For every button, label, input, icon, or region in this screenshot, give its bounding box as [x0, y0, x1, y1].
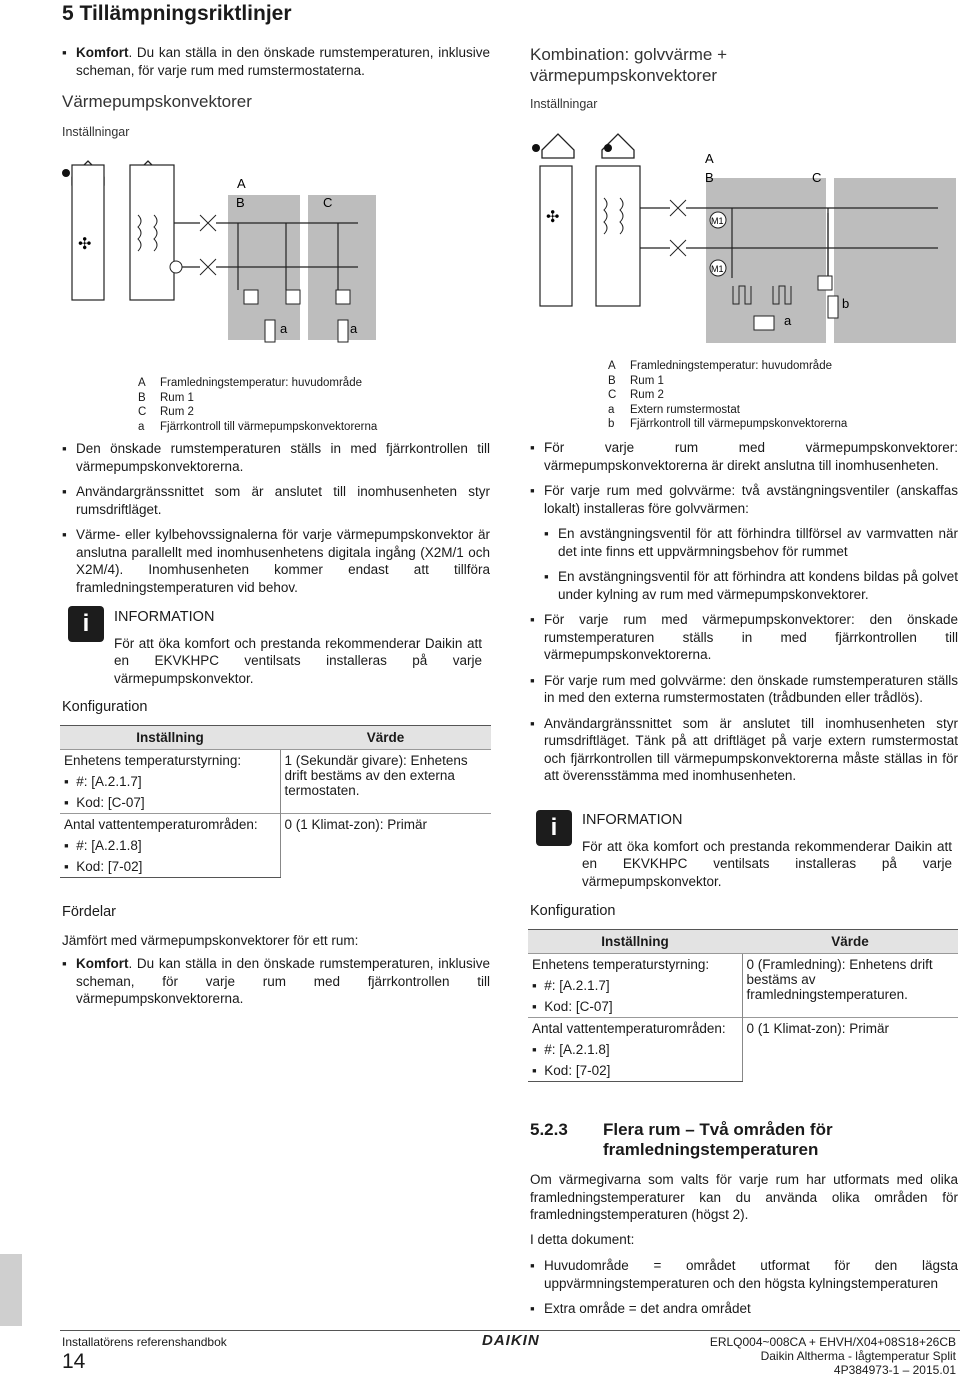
label-a: a — [350, 321, 358, 336]
legend-row: a Extern rumstermostat — [608, 403, 740, 416]
right-heading: Kombination: golvvärme + värmepumpskonvektorer — [530, 45, 728, 85]
house-icon — [542, 134, 574, 158]
remote-icon — [828, 296, 838, 318]
label-C: C — [323, 195, 333, 210]
legend-row: A Framledningstemperatur: huvudområde — [138, 377, 362, 389]
left-settings-label: Inställningar — [62, 125, 130, 139]
table-cell: 0 (1 Klimat-zon): Primär — [280, 814, 491, 878]
doc-bullet-list — [530, 1257, 958, 1318]
sub-list-item: ▪ En avstängningsventil för att förhindra tillförsel av varmvatten när det inte finns ett uppvärmningsbehov för rummet — [544, 526, 958, 559]
advantages-heading: Fördelar — [62, 904, 116, 920]
outdoor-unit — [540, 166, 572, 306]
valve-icon — [200, 259, 216, 275]
right-system-diagram — [528, 118, 958, 348]
legend-row: b Fjärrkontroll till värmepumpskonvektorerna — [608, 418, 848, 430]
left-heading: Värmepumpskonvektorer — [62, 92, 252, 111]
table-cell: ▪ #: [A.2.1.7] — [60, 771, 280, 792]
table-cell: Enhetens temperaturstyrning: — [528, 954, 742, 976]
table-cell: ▪ Kod: [7-02] — [60, 856, 280, 878]
list-item: ▪ Användargränssnittet som är anslutet till inomhusenheten styr rumsdriftläget. — [62, 484, 490, 517]
col-header-setting: Inställning — [60, 726, 280, 750]
left-config-heading: Konfiguration — [62, 699, 148, 715]
table-cell: ▪ #: [A.2.1.8] — [60, 835, 280, 856]
indoor-unit — [130, 165, 174, 300]
label-B: B — [705, 170, 714, 185]
table-cell: Antal vattentemperaturområden: — [528, 1018, 742, 1040]
info-title: INFORMATION — [582, 812, 683, 828]
sun-dot-icon — [604, 144, 612, 152]
right-bullet-list — [530, 439, 958, 785]
left-system-diagram — [58, 145, 378, 345]
label-B: B — [236, 195, 245, 210]
legend-row: C Rum 2 — [138, 406, 194, 418]
section-number: 5.2.3 — [530, 1120, 568, 1139]
intro-text: . Du kan ställa in den önskade rumstemperaturen, inklusive scheman, för varje rum med rumstermostaterna. — [76, 45, 490, 78]
intro-bold: Komfort — [76, 45, 129, 60]
page-title: 5 Tillämpningsriktlinjer — [62, 2, 292, 25]
footer-left-label: Installatörens referenshandbok — [62, 1335, 227, 1349]
left-info-box — [114, 609, 482, 687]
section-title: Flera rum – Två områden för framledningstemperaturen — [603, 1120, 833, 1159]
list-item: ▪ För varje rum med golvvärme: den önskade rumstemperaturen ställs in med den externa rumstermostaten (trådbunden eller trådlös). — [530, 672, 958, 705]
label-C: C — [812, 170, 822, 185]
list-item: ▪ Användargränssnittet som är anslutet till inomhusenheten styr rumsdriftläget. Tänk på att driftläget på varje extern rumstermostat och fjärrkontrollen till värmepumpskonvektorerna måste ställas in för att överensstämma med inomhusenheten. — [530, 715, 958, 783]
table-cell: 0 (1 Klimat-zon): Primär — [742, 1018, 958, 1082]
fan-icon: ✣ — [546, 209, 560, 226]
legend-row: a Fjärrkontroll till värmepumpskonvektorerna — [138, 420, 378, 433]
label-A: A — [237, 176, 246, 191]
daikin-logo: DAIKIN — [482, 1332, 540, 1349]
table-cell: ▪ Kod: [C-07] — [528, 996, 742, 1018]
table-cell: Antal vattentemperaturområden: — [60, 814, 280, 836]
legend-row: B Rum 1 — [138, 391, 194, 404]
list-item: ▪ Extra område = det andra området — [530, 1301, 751, 1316]
list-item: ▪ Värme- eller kylbehovssignalerna för varje värmepumpskonvektor är anslutna parallellt med inomhusenhetens digitala ingång (X2M/1 och X2M/4). Inomhusenheten kommer endast att tillföra framledningstemperaturen vid behov. — [62, 527, 490, 595]
list-item: ▪ Huvudområde = området utformat för den lägsta uppvärmningstemperaturen och den högsta kylningstemperaturen — [530, 1258, 958, 1291]
table-cell: ▪ Kod: [C-07] — [60, 792, 280, 814]
list-item: ▪ För varje rum med värmepumpskonvektorer: värmepumpskonvektorerna är direkt anslutna till inomhusenheten. — [530, 440, 958, 473]
valve-icon — [670, 200, 686, 216]
convector-icon — [336, 290, 350, 304]
outdoor-unit — [72, 165, 104, 300]
convector-icon — [286, 290, 300, 304]
convector-icon — [244, 290, 258, 304]
footer-rule — [60, 1330, 960, 1331]
room-2 — [834, 178, 956, 343]
valve-icon — [670, 240, 686, 256]
table-cell: 1 (Sekundär givare): Enhetens drift bestäms av den externa termostaten. — [284, 753, 468, 798]
info-icon: i — [68, 606, 104, 642]
pump-icon — [170, 261, 182, 273]
right-config-heading: Konfiguration — [530, 903, 616, 919]
page-number: 14 — [62, 1350, 86, 1373]
legend-row: A Framledningstemperatur: huvudområde — [608, 360, 832, 372]
info-title: INFORMATION — [114, 609, 215, 625]
doc-label: I detta dokument: — [530, 1232, 635, 1247]
list-item: ▪ För varje rum med golvvärme: två avstängningsventiler (anskaffas lokalt) installeras före golvvärmen: — [530, 483, 958, 516]
left-legend — [138, 376, 438, 434]
info-icon: i — [536, 810, 572, 846]
legend-row: B Rum 1 — [608, 374, 664, 387]
list-item: ▪ För varje rum med värmepumpskonvektorer: den önskade rumstemperaturen ställs in med fjärrkontrollen till värmepumpskonvektorerna. — [530, 612, 958, 662]
right-info-box — [582, 812, 952, 890]
right-legend — [608, 359, 928, 432]
page-tab-marker — [0, 1254, 22, 1326]
section-text: Om värmegivarna som valts för varje rum har utformats med olika framledningstemperaturer kan du använda olika områden för framledningstemperaturen (högst 2). — [530, 1172, 958, 1222]
label-M1: M1 — [711, 264, 724, 274]
fan-icon: ✣ — [78, 236, 92, 253]
valve-icon — [200, 215, 216, 231]
remote-icon — [338, 320, 348, 342]
col-header-setting: Inställning — [528, 930, 742, 954]
info-text: För att öka komfort och prestanda rekommenderar Daikin att en EKVKHPC ventilsats installeras på varje värmepumpskonvektor. — [114, 635, 482, 686]
sun-dot-icon — [532, 144, 540, 152]
info-text: För att öka komfort och prestanda rekommenderar Daikin att en EKVKHPC ventilsats installeras på varje värmepumpskonvektor. — [582, 838, 952, 889]
left-config-table — [60, 725, 491, 878]
left-bullet-list — [62, 440, 490, 596]
col-header-value: Värde — [742, 930, 958, 954]
list-item: ▪ Den önskade rumstemperaturen ställs in med fjärrkontrollen till värmepumpskonvektorerna. — [62, 441, 490, 474]
col-header-value: Värde — [280, 726, 491, 750]
label-a: a — [280, 321, 288, 336]
table-cell: Enhetens temperaturstyrning: — [60, 750, 280, 772]
compare-text: Jämfört med värmepumpskonvektorer för ett rum: — [62, 933, 359, 948]
label-b: b — [842, 296, 850, 311]
footer-right: ERLQ004~008CA + EHVH/X04+08S18+26CB Daikin Altherma - lågtemperatur Split 4P384973-1 – 2015.01 — [709, 1335, 956, 1377]
indoor-unit — [596, 166, 640, 306]
label-a: a — [784, 313, 792, 328]
sun-dot-icon — [62, 169, 70, 177]
table-cell: ▪ Kod: [7-02] — [528, 1060, 742, 1082]
sub-list-item: ▪ En avstängningsventil för att förhindra att kondens bildas på golvet under kylning av rum med värmepumpskonvektorer. — [544, 569, 958, 602]
intro-bullet: ▪ Komfort. Du kan ställa in den önskade rumstemperaturen, inklusive scheman, för varje rum med rumstermostaterna. — [62, 45, 490, 78]
table-cell: ▪ #: [A.2.1.7] — [528, 975, 742, 996]
table-cell: 0 (Framledning): Enhetens drift bestäms av framledningstemperaturen. — [746, 957, 933, 1002]
remote-icon — [265, 320, 275, 342]
table-cell: ▪ #: [A.2.1.8] — [528, 1039, 742, 1060]
right-settings-label: Inställningar — [530, 97, 598, 111]
legend-row: C Rum 2 — [608, 389, 664, 401]
label-M1: M1 — [711, 216, 724, 226]
right-config-table — [528, 929, 958, 1082]
advantage-bullet: ▪ Komfort. Du kan ställa in den önskade rumstemperaturen, inklusive scheman, för varje rum med fjärrkontrollen till värmepumpskonvektorerna. — [62, 956, 490, 1006]
thermostat-icon — [754, 316, 774, 330]
label-A: A — [705, 151, 714, 166]
convector-icon — [818, 276, 832, 290]
